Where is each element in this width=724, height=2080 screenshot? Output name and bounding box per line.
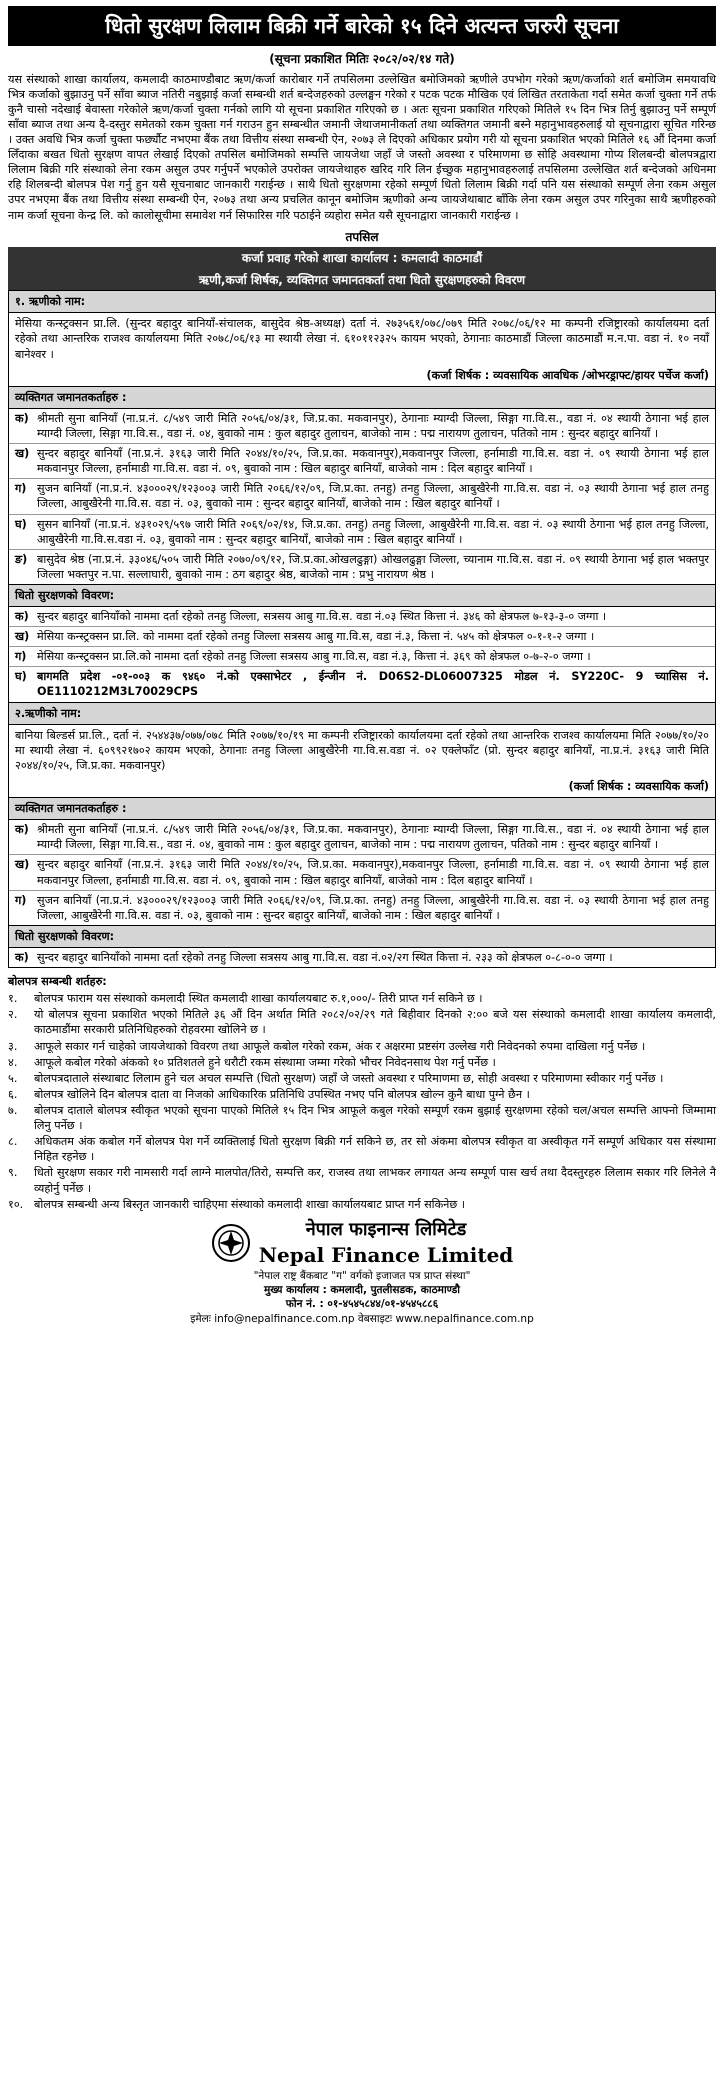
guarantors-1-section <box>8 386 716 585</box>
item-text: बोलपत्र फाराम यस संस्थाको कमलादी स्थित कमलादी शाखा कार्यालयबाट रु.१,०००/- तिरी प्राप्त गर्न सकिने छ । <box>34 992 483 1006</box>
terms-heading: बोलपत्र सम्बन्धी शर्तहरु: <box>8 975 107 989</box>
borrower-1-section <box>8 290 716 387</box>
item-text: सुन्दर बहादुर बानियाँ (ना.प्र.नं. ३१६३ जारी मिति २०४४/१०/२५, जि.प्र.का. मकवानपुर),मकवानपुर जिल्ला, हर्नामाडी गा.वि.स. वडा नं. ०९ स्थायी ठेगाना भई हाल मकवानपुर जिल्ला, हर्नामाडी गा.वि.स. वडा नं. ०९, बुवाको नाम : खिल बहादुर बानियाँ, बाजेको नाम : दिल बहादुर बानियाँ । <box>37 858 709 887</box>
list-item <box>8 1103 716 1133</box>
contact-line: इमेलः info@nepalfinance.com.np वेबसाइटः www.nepalfinance.com.np <box>190 1312 534 1325</box>
item-text: आफूले कबोल गरेको अंकको १० प्रतिशतले हुने धरौटी रकम संस्थामा जम्मा गरेको भौचर निवेदनसाथ पेश गर्नु पर्नेछ । <box>34 1055 496 1069</box>
borrower-2-loan-type: (कर्जा शिर्षक : व्यवसायिक कर्जा) <box>568 780 709 794</box>
company-header <box>8 1218 716 1269</box>
item-marker: घ) <box>15 670 27 684</box>
item-marker: ख) <box>15 858 30 872</box>
list-item <box>9 444 715 479</box>
guarantors-1-heading: व्यक्तिगत जमानतकर्ताहरु : <box>9 387 715 409</box>
list-item <box>9 855 715 890</box>
company-name-en: Nepal Finance Limited <box>258 1243 514 1268</box>
item-text: यो बोलपत्र सूचना प्रकाशित भएको मितिले ३६ औं दिन अर्थात मिति २०८२/०२/२९ गते बिहीवार दिनको २:०० बजे यस संस्थाको कमलादी शाखा कार्यालय कमलादी, काठमाडौंमा सरकारी प्रतिनिधिहरुको रोहवरमा खोलिने छ । <box>34 1008 716 1037</box>
item-marker: ७. <box>8 1104 18 1117</box>
list-item <box>8 1055 716 1070</box>
list-item <box>9 647 715 667</box>
item-marker: ५. <box>8 1071 18 1085</box>
item-text: मेसिया कन्स्ट्रक्सन प्रा.लि.को नाममा दर्ता रहेको तनहु जिल्ला सत्रसय आबु गा.वि.स, वडा नं.३, कित्ता नं. ३६९ को क्षेत्रफल ०-७-२-० जग्गा । <box>37 650 591 664</box>
item-text: बोलपत्र सम्बन्धी अन्य बिस्तृत जानकारी चाहिएमा संस्थाको कमलादी शाखा कार्यालयबाट प्राप्त गर्न सकिनेछ । <box>34 1197 466 1211</box>
collateral-2-heading: धितो सुरक्षणको विवरण: <box>9 926 715 948</box>
item-text: अधिकतम अंक कबोल गर्ने बोलपत्र पेश गर्ने व्यक्तिलाई धितो सुरक्षण बिक्री गर्न सकिने छ, तर सो अंकमा बोलपत्र स्वीकृत वा अस्वीकृत गर्ने सम्पूर्ण अधिकार यस संस्थामा निहित रहनेछ । <box>34 1135 716 1164</box>
company-logo-icon <box>211 1223 251 1263</box>
intro-paragraph: यस संस्थाको शाखा कार्यालय, कमलादी काठमाण्डौबाट ऋण/कर्जा कारोबार गर्ने तपसिलमा उल्लेखित बमोजिमको ऋणीले उपभोग गरेको ऋण/कर्जाको शर्त बमोजिम समयावधि भित्र कर्जाको बुझाउनु पर्ने साँवा ब्याज नतिरी नबुझाई कर्जा सम्बन्धी शर्त बन्देजहरुको उल्लङ्घन गरेको र पटक पटक मौखिक एवं लिखित तरताकेता गर्दा समेत कर्जा चुक्ता गर्ने तर्फ कुनै चासो नदेखाई बेवास्ता गरेकोले ऋण/कर्जा चुक्ता गर्नको लागि यो सूचना प्रकाशित गरिएको छ । अतः सूचना प्रकाशित गरिएको मितिले १५ दिन भित्र तिर्नु बुझाउनु पर्ने सम्पूर्ण साँवा ब्याज तथा अन्य दै-दस्तुर समेतको रकम चुक्ता गर्न गराउन हुन सम्बन्धीत जमानी जेथाजमानीकर्ता तथा व्यक्तिगत जमानी बस्ने महानुभावहरुलाई यो सूचनाद्वारा सूचित गरिन्छ । उक्त अवधि भित्र कर्जा चुक्ता फर्छ्यौट नभएमा बैंक तथा वित्तीय संस्था सम्बन्धी ऐन, २०७३ ले दिएको अधिकार प्रयोग गरी यो सूचना प्रकाशित भएको मितिले १६ औं दिनमा कर्जा लिँदाका बखत धितो सुरक्षण वापत लेखाई दिएको तपसिल बमोजिमको सम्पत्ति जायजेथा जहाँ जे जस्तो अवस्था र परिमाणमा छ सोहि अवस्थामा गोप्य शिलबन्दी बोलपत्रद्वारा लिलाम बिक्री गरि संस्थाको लेना रकम असुल उपर गर्नुपर्ने भएकोले उपरोक्त जायजेथाहरु खरिद गरि लिन ईच्छुक महानुभावहरुलाई तपसिलमा उल्लेखित शर्त बन्देजको अधिनमा रहि शिलबन्दी बोलपत्र पेश गर्नु हुन यसै सूचनाबाट जानकारी गराईन्छ । साथै धितो सुरक्षणमा रहेको सम्पूर्ण धितो लिलाम बिक्री गर्दा पनि यस संस्थाको सम्पूर्ण लेना रकम असुल उपर नभएमा बैंक तथा वित्तीय संस्था सम्बन्धी ऐन, २०७३ तथा अन्य प्रचलित कानून बमोजिम ऋणीको अन्य जायजेथाबाट बाँकि लेना रकम असुल उपर गरिनुका साथै ऋणीहरुको नाम कर्जा सूचना केन्द्र लि. को कालोसूचीमा समावेश गर्न सिफारिस गरि पठाईने व्यहोरा समेत यसै सूचनाद्वारा जानकारी गराईन्छ । <box>8 72 716 222</box>
item-marker: १०. <box>8 1197 24 1211</box>
item-marker: क) <box>15 823 29 837</box>
list-item <box>8 1165 716 1195</box>
item-marker: ख) <box>15 630 30 644</box>
list-item <box>8 1071 716 1086</box>
borrower-1-loan-type: (कर्जा शिर्षक : व्यवसायिक आवधिक /ओभरड्राफ्ट/हायर पर्चेज कर्जा) <box>426 368 709 382</box>
borrower-2-text: बानिया बिल्डर्स प्रा.लि., दर्ता नं. २५४४३७/०७७/०७८ मिति २०७७/१०/१९ मा कम्पनी रजिष्ट्रारको कार्यालयमा दर्ता रहेको तथा आन्तरिक राजश्व कार्यालयमा मिति २०७७/१०/२० मा स्थायी लेखा नं. ६०९९२१७०२ कायम भएको, ठेगानाः तनहु जिल्ला आबुखैरेनी गा.वि.स.वडा नं. ०२ एक्लेफाँट (प्रो. सुन्दर बहादुर बानियाँ, ना.प्र.नं. ३१६३ जारी मिति २०४४/१०/२५, जि.प्र.का. मकवानपुर) <box>15 728 709 772</box>
item-marker: १. <box>8 992 18 1006</box>
item-text: सुन्दर बहादुर बानियाँ (ना.प्र.नं. ३१६३ जारी मिति २०४४/१०/२५, जि.प्र.का. मकवानपुर),मकवानपुर जिल्ला, हर्नामाडी गा.वि.स. वडा नं. ०९ स्थायी ठेगाना भई हाल मकवानपुर जिल्ला, हर्नामाडी गा.वि.स. वडा नं. ०९, बुवाको नाम : खिल बहादुर बानियाँ, बाजेको नाम : दिल बहादुर बानियाँ । <box>37 447 709 476</box>
list-item <box>8 1039 716 1054</box>
collateral-2-section <box>8 925 716 968</box>
item-text: श्रीमती सुना बानियाँ (ना.प्र.नं. ८/५४९ जारी मिति २०५६/०४/३१, जि.प्र.का. मकवानपुर), ठेगानाः म्याग्दी जिल्ला, सिङ्गा गा.वि.स., वडा नं. ०४ स्थायी ठेगाना भई हाल म्याग्दी जिल्ला, सिङ्गा गा.वि.स., वडा नं. ०४, बुवाको नाम : कुल बहादुर तुलाचन, बाजेको नाम : पद्म नारायण तुलाचन, पतिको नाम : सुन्दर बहादुर बानियाँ । <box>37 823 709 852</box>
item-text: बोलपत्र खोलिने दिन बोलपत्र दाता वा निजको आधिकारिक प्रतिनिधि उपस्थित नभए पनि बोलपत्र खोल्न कुनै बाधा पुग्ने छैन । <box>34 1087 530 1101</box>
list-item <box>9 948 715 967</box>
list-item <box>9 550 715 584</box>
item-marker: क) <box>15 951 29 965</box>
collateral-1-section <box>8 584 716 703</box>
item-marker: ख) <box>15 447 30 461</box>
item-marker: ९. <box>8 1166 18 1180</box>
item-text: बागमति प्रदेश -०१-००३ क ९४६० नं.को एक्साभेटर , ईन्जीन नं. D06S2-DL06007325 मोडल नं. SY220C- 9 च्यासिस नं. OE1110212M3L70029CPS <box>37 670 709 699</box>
head-office: मुख्य कार्यालय : कमलादी, पुतलीसडक, काठमाण्डौ <box>263 1284 461 1297</box>
borrower-1-text: मेसिया कन्स्ट्रक्सन प्रा.लि. (सुन्दर बहादुर बानियाँ-संचालक, बासुदेव श्रेष्ठ-अध्यक्ष) दर्ता नं. २७३५६१/०७८/०७९ मिति २०७८/०६/१२ मा कम्पनी रजिष्ट्रारको कार्यालयमा दर्ता रहेको तथा आन्तरिक राजश्व कार्यालयमा मिति २०७८/०६/१३ मा स्थायी लेखा नं. ६१०११२३२५ कायम भएको, ठेगानाः काठमाडौं जिल्ला काठमाडौं म.न.पा. वडा नं. १० नयाँ बानेश्वर । <box>15 317 709 361</box>
borrower-2-heading: २.ऋणीको नाम: <box>9 703 715 725</box>
item-marker: २. <box>8 1008 18 1022</box>
list-item <box>9 820 715 855</box>
item-text: आफूले सकार गर्न चाहेको जायजेथाको विवरण तथा आफूले कबोल गरेको रकम, अंक र अक्षरमा प्रष्टसंग उल्लेख गरी निवेदनको रुपमा दाखिला गर्नु पर्नेछ । <box>34 1039 646 1053</box>
item-marker: ३. <box>8 1039 18 1053</box>
branch-line: कर्जा प्रवाह गरेको शाखा कार्यालय : कमलादी काठमाडौं <box>8 247 716 269</box>
item-marker: ग) <box>15 650 27 664</box>
item-marker: ४. <box>8 1055 18 1069</box>
item-text: मेसिया कन्स्ट्रक्सन प्रा.लि. को नाममा दर्ता रहेको तनहु जिल्ला सत्रसय आबु गा.वि.स, वडा नं.३, कित्ता नं. ५४५ को क्षेत्रफल ०-१-१-२ जग्गा । <box>37 630 595 644</box>
collateral-1-heading: धितो सुरक्षणको विवरण: <box>9 585 715 607</box>
item-marker: ग) <box>15 893 27 907</box>
item-text: सुन्दर बहादुर बानियाँको नाममा दर्ता रहेको तनहु जिल्ला, सत्रसय आबु गा.वि.स. वडा नं.०३ स्थित कित्ता नं. ३४६ को क्षेत्रफल ७-१३-३-० जग्गा । <box>37 610 607 624</box>
guarantors-2-section <box>8 797 716 926</box>
list-item <box>8 991 716 1006</box>
item-marker: ६. <box>8 1087 18 1101</box>
list-item <box>9 891 715 925</box>
item-text: सुन्दर बहादुर बानियाँको नाममा दर्ता रहेको तनहु जिल्ला सत्रसय आबु गा.वि.स. वडा नं.०२/२ग स्थित कित्ता नं. २३३ को क्षेत्रफल ०-८-०-० जग्गा । <box>37 951 613 965</box>
item-marker: ग) <box>15 482 27 496</box>
list-item <box>9 607 715 627</box>
list-item <box>9 627 715 647</box>
company-tagline: "नेपाल राष्ट्र बैंकबाट "ग" वर्गको इजाजत पत्र प्राप्त संस्था" <box>253 1270 471 1283</box>
list-item <box>8 1134 716 1164</box>
company-name-np: नेपाल फाइनान्स लिमिटेड <box>305 1218 467 1240</box>
item-text: सुजन बानियाँ (ना.प्र.नं. ४३०००२९/१२३००३ जारी मिति २०६६/१२/०९, जि.प्र.का. तनहु) तनहु जिल्ला, आबुखैरेनी गा.वि.स. वडा नं. ०३ स्थायी ठेगाना भई हाल तनहु जिल्ला, आबुखैरेनी गा.वि.स. वडा नं. ०३, बुवाको नाम : सुन्दर बहादुर बानियाँ, बाजेको नाम : खिल बहादुर बानियाँ । <box>37 893 709 922</box>
item-marker: घ) <box>15 517 27 531</box>
publication-date: (सूचना प्रकाशित मितिः २०८२/०२/१४ गते) <box>269 52 455 67</box>
item-text: श्रीमती सुना बानियाँ (ना.प्र.नं. ८/५४९ जारी मिति २०५६/०४/३१, जि.प्र.का. मकवानपुर), ठेगानाः म्याग्दी जिल्ला, सिङ्गा गा.वि.स., वडा नं. ०४ स्थायी ठेगाना भई हाल म्याग्दी जिल्ला, सिङ्गा गा.वि.स., वडा नं. ०४, बुवाको नाम : कुल बहादुर तुलाचन, बाजेको नाम : पद्म नारायण तुलाचन, पतिको नाम : सुन्दर बहादुर बानियाँ । <box>37 411 709 440</box>
list-item <box>8 1007 716 1037</box>
item-marker: क) <box>15 411 29 425</box>
guarantors-2-heading: व्यक्तिगत जमानतकर्ताहरु : <box>9 798 715 820</box>
item-marker: ८. <box>8 1135 18 1149</box>
terms-list <box>8 991 716 1212</box>
item-text: सुसन बानियाँ (ना.प्र.नं. ४३१०२९/५९७ जारी मिति २०६९/०२/१४, जि.प्र.का. तनहु) तनहु जिल्ला, आबुखैरेनी गा.वि.स. वडा नं. ०३ स्थायी ठेगाना भई हाल तनहु जिल्ला, आबुखैरेनी गा.वि.स.वडा नं. ०३, बुवाको नाम : सुन्दर बहादुर बानियाँ, बाजेको नाम : खिल बहादुर बानियाँ । <box>37 517 709 546</box>
item-marker: क) <box>15 610 29 624</box>
list-item <box>9 515 715 550</box>
footer <box>8 1218 716 1326</box>
details-line: ऋणी,कर्जा शिर्षक, व्यक्तिगत जमानतकर्ता तथा धितो सुरक्षणहरुको विवरण <box>8 269 716 291</box>
list-item <box>8 1087 716 1102</box>
phone-number: फोन नं. : ०१-४५४५८४४/०१-४५४५८८६ <box>285 1298 439 1311</box>
item-text: बोलपत्र दाताले बोलपत्र स्वीकृत भएको सूचना पाएको मितिले १५ दिन भित्र आफूले कबुल गरेको सम्पूर्ण रकम बुझाई सुरक्षणमा रहेको चल/अचल सम्पत्ति आफ्नो जिम्मामा लिनु पर्नेछ । <box>34 1104 716 1133</box>
list-item <box>9 479 715 514</box>
item-text: बासुदेव श्रेष्ठ (ना.प्र.नं. ३३०४६/५०५ जारी मिति २०७०/०९/१२, जि.प्र.का.ओखलढुङ्गा) ओखलढुङ्गा जिल्ला, च्यानाम गा.वि.स. वडा नं. ०९ स्थायी ठेगाना भई हाल भक्तपुर जिल्ला भक्तपुर न.पा. सल्लाघारी, बुवाको नाम : ठग बहादुर श्रेष्ठ, बाजेको नाम : प्रभु नारायण श्रेष्ठ । <box>37 552 709 581</box>
borrower-2-section <box>8 702 716 799</box>
list-item <box>8 1197 716 1212</box>
item-text: बोलपत्रदाताले संस्थाबाट लिलाम हुने चल अचल सम्पत्ति (धितो सुरक्षण) जहाँ जे जस्तो अवस्था र परिमाणमा छ, सोही अवस्था र परिमाणमा स्वीकार गर्नु पर्नेछ । <box>34 1071 664 1085</box>
notice-title: धितो सुरक्षण लिलाम बिक्री गर्ने बारेको १५ दिने अत्यन्त जरुरी सूचना <box>8 6 716 46</box>
list-item <box>9 409 715 444</box>
list-item <box>9 667 715 701</box>
item-text: धितो सुरक्षण सकार गरी नामसारी गर्दा लाग्ने मालपोत/तिरो, सम्पत्ति कर, राजस्व तथा लाभकर लगायत अन्य सम्पूर्ण पास खर्च तथा दैदस्तुरहरु लिलाम सकार गरि लिनेले नै व्यहोर्नु पर्नेछ । <box>34 1166 716 1195</box>
item-text: सुजन बानियाँ (ना.प्र.नं. ४३०००२९/१२३००३ जारी मिति २०६६/१२/०९, जि.प्र.का. तनहु) तनहु जिल्ला, आबुखैरेनी गा.वि.स. वडा नं. ०३ स्थायी ठेगाना भई हाल तनहु जिल्ला, आबुखैरेनी गा.वि.स. वडा नं. ०३, बुवाको नाम : सुन्दर बहादुर बानियाँ, बाजेको नाम : खिल बहादुर बानियाँ । <box>37 482 709 511</box>
tapasil-heading: तपसिल <box>345 229 379 244</box>
item-marker: ङ) <box>15 552 28 566</box>
borrower-1-heading: १. ऋणीको नाम: <box>9 291 715 313</box>
